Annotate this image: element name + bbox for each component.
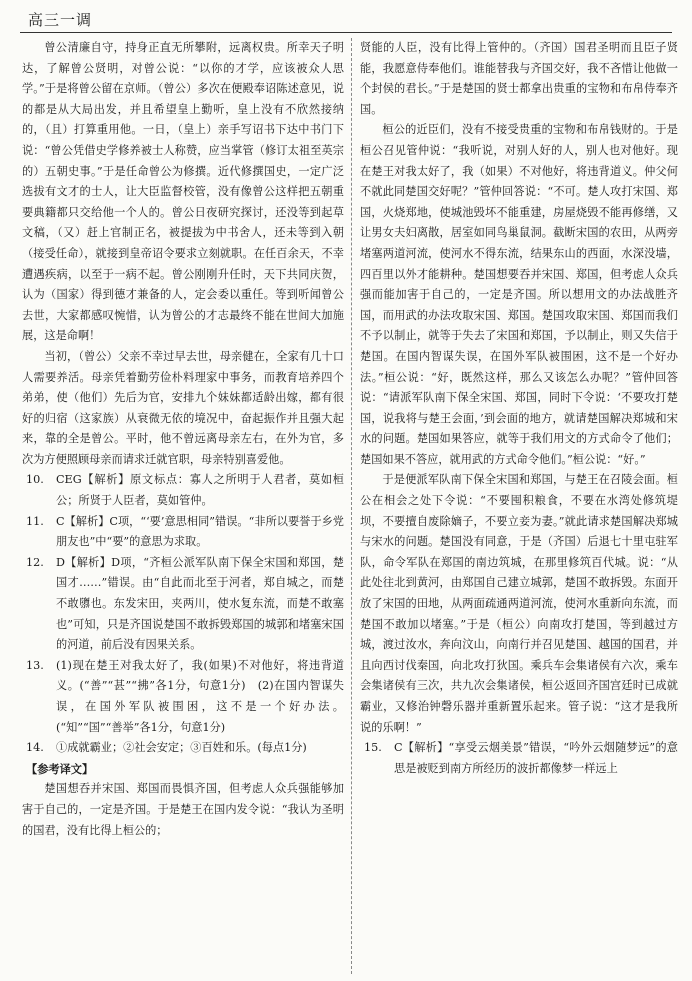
reference-translation-title: 【参考译文】 — [26, 761, 94, 776]
translation-paragraph: 贤能的人臣，没有比得上管仲的。（齐国）国君圣明而且臣子贤能，我愿意侍奉他们。谁能替我与齐国交好，我不吝惜让他做一个封侯的君长。”于是楚国的贤士都拿出贵重的宝物和布帛侍奉齐国。 — [360, 41, 678, 116]
answer-12 — [22, 553, 344, 656]
question-number: 10. — [26, 473, 44, 487]
page-header — [20, 6, 672, 33]
answer-10 — [22, 470, 344, 511]
answer-text: C【解析】“享受云烟美景”错误，“吟外云烟随梦远”的意思是被贬到南方所经历的波折都像梦一样远上 — [394, 741, 678, 775]
translation-paragraph: 当初，（曾公）父亲不幸过早去世，母亲健在，全家有几十口人需要养活。母亲凭着勤劳俭朴料理家中事务，而教育培养四个弟弟，使（他们）先后为官，安排九个妹妹都适龄出嫁，都有很好的归宿（这家族）从衰微无依的境况中，奋起振作并且强大起来，靠的全是曾公。平时，他不曾远离母亲左右，在外为官，多次为方便照顾母亲而请求迁就官职，母亲特别喜爱他。 — [22, 349, 344, 466]
answer-13 — [22, 656, 344, 738]
question-number: 11. — [26, 514, 44, 528]
question-number: 12. — [26, 555, 44, 569]
translation-paragraph: 曾公清廉自守，持身正直无所攀附，远离权贵。所幸天子明达，了解曾公贤明，对曾公说：“以你的才学，应该被众人思学。”于是将曾公留在京师。（曾公）多次在便殿奉诏陈述意见，说的都是从大局出发，并且希望皇上勤听，皇上没有不欣然接纳的，（且）打算重用他。一日，（皇上）亲手写诏书下达中书门下说：“曾公凭借史学修养被士人称赞，应当掌管（修订太祖至英宗的）五朝史事。”于是任命曾公为修撰。近代修撰国史，一定广泛选拔有文才的士人，让大臣监督校管，没有像曾公这样把五朝重要典籍都只交给他一个人的。曾公日夜研究探讨，还没等到起草文稿，（又）赶上官制正名，被提拔为中书舍人，还未等到入朝（接受任命），就接到皇帝诏令要求立刻就职。在任百余天，不幸遭遇疾病，以至于一病不起。曾公刚刚升任时，天下共同庆贺，认为（国家）得到德才兼备的人，定会委以重任。等到听闻曾公去世，大家都感叹惋惜，认为曾公的才志最终不能在世间大加施展，这是命啊！ — [22, 41, 344, 343]
answer-text: (1)现在楚王对我太好了，我(如果)不对他好，将违背道义。(“善”“甚”“拂”各1分，句意1分) (2)在国内智谋失误，在国外军队被围困，这不是一个好办法。(“知”“国”“善举”各1分，句意1分) — [56, 658, 344, 734]
header-title: 高三一调 — [28, 11, 93, 29]
question-number: 13. — [26, 658, 44, 672]
left-column — [22, 38, 344, 978]
translation-paragraph: 于是便派军队南下保全宋国和郑国，与楚王在召陵会面。桓公在相会之处下令说：“不要囤积粮食，不要在水湾处修筑堤坝，不要擅自废除嫡子，不要立妾为妻。”就此请求楚国解决郑城与宋水的问题。楚国没有同意，于是（齐国）后退七十里屯驻军队，命令军队在郑国的南边筑城，在那里修筑百代城。说：“从此处往北到黄河，由郑国自己建立城郭，楚国不敢拆毁。东面开放了宋国的田地，从两面疏通两道河流，使河水重新向东流，而楚国不敢加以堵塞。”于是（桓公）向南攻打楚国，等到越过方城，渡过汝水，奔向汶山，向南行并召见楚国、越国的国君，并且向西讨伐秦国，向北攻打狄国。乘兵车会集诸侯有六次，乘车会集诸侯有三次，共九次会集诸侯，桓公返回齐国宫廷时已成就霸业，又修治钟磬乐器并重新置乐起来。管子说：“这才是我所说的乐啊！” — [360, 473, 678, 734]
answer-text: CEG【解析】原文标点：寡人之所明于人君者，莫如桓公；所贤于人臣者，莫如管仲。 — [56, 473, 344, 508]
translation-paragraph: 桓公的近臣们，没有不接受贵重的宝物和布帛钱财的。于是桓公召见管仲说：“我听说，对别人好的人，别人也对他好。现在楚王对我太好了，我（如果）不对他好，将违背道义。仲父何不就此同楚国交好呢？”管仲回答说：“不可。楚人攻打宋国、郑国，火烧郑地，使城池毁坏不能重建，房屋烧毁不能再修缮，又让男女夫妇离散，居室如同鸟巢鼠洞。截断宋国的农田，从两旁堵塞两道河流，使河水不得东流，结果东山的西面，水深没墙，四百里以外才能耕种。楚国想要吞并宋国、郑国，但考虑人众兵强而能加害于自己的，一定是齐国。所以想用文的办法战胜齐国，而用武的办法攻取宋国、郑国。楚国攻取宋国、郑国而我们不予以制止，就等于失去了宋国和郑国，予以制止，则又失信于楚国。在国内智谋失误，在国外军队被围困，这不是一个好办法。”桓公说：“好，既然这样，那么又该怎么办呢？”管仲回答说：“请派军队南下保全宋国、郑国，同时下令说：‘不要攻打楚国，说我将与楚王会面，’到会面的地方，就请楚国解决郑城和宋水的问题。楚国如果答应，就等于我们用文的方式命令了他们；楚国如果不答应，就用武的方式命令他们。”桓公说：“好。” — [360, 123, 678, 466]
answer-14 — [22, 738, 344, 759]
right-column — [360, 38, 678, 978]
answer-text: D【解析】D项，“齐桓公派军队南下保全宋国和郑国，楚国才……”错误。由“自此而北至于河者，郑自城之，而楚不敢隳也。东发宋田，夹两川，使水复东流，而楚不敢塞也”可知，只是齐国说楚国不敢拆毁郑国的城郭和堵塞宋国的河道，前后没有因果关系。 — [56, 555, 344, 652]
answer-11 — [22, 512, 344, 553]
answer-15 — [360, 738, 678, 779]
question-number: 15. — [364, 741, 382, 755]
answer-text: ①成就霸业；②社会安定；③百姓和乐。(每点1分) — [56, 741, 307, 755]
answer-text: C【解析】C项，“‘要’意思相同”错误。“非所以要誉于乡党朋友也”中“要”的意思为求取。 — [56, 514, 344, 549]
question-number: 14. — [26, 741, 44, 755]
column-divider — [351, 38, 352, 974]
translation-paragraph: 楚国想吞并宋国、郑国而畏惧齐国，但考虑人众兵强能够加害于自己的，一定是齐国。于是楚王在国内发令说：“我认为圣明的国君，没有比得上桓公的； — [22, 782, 344, 837]
